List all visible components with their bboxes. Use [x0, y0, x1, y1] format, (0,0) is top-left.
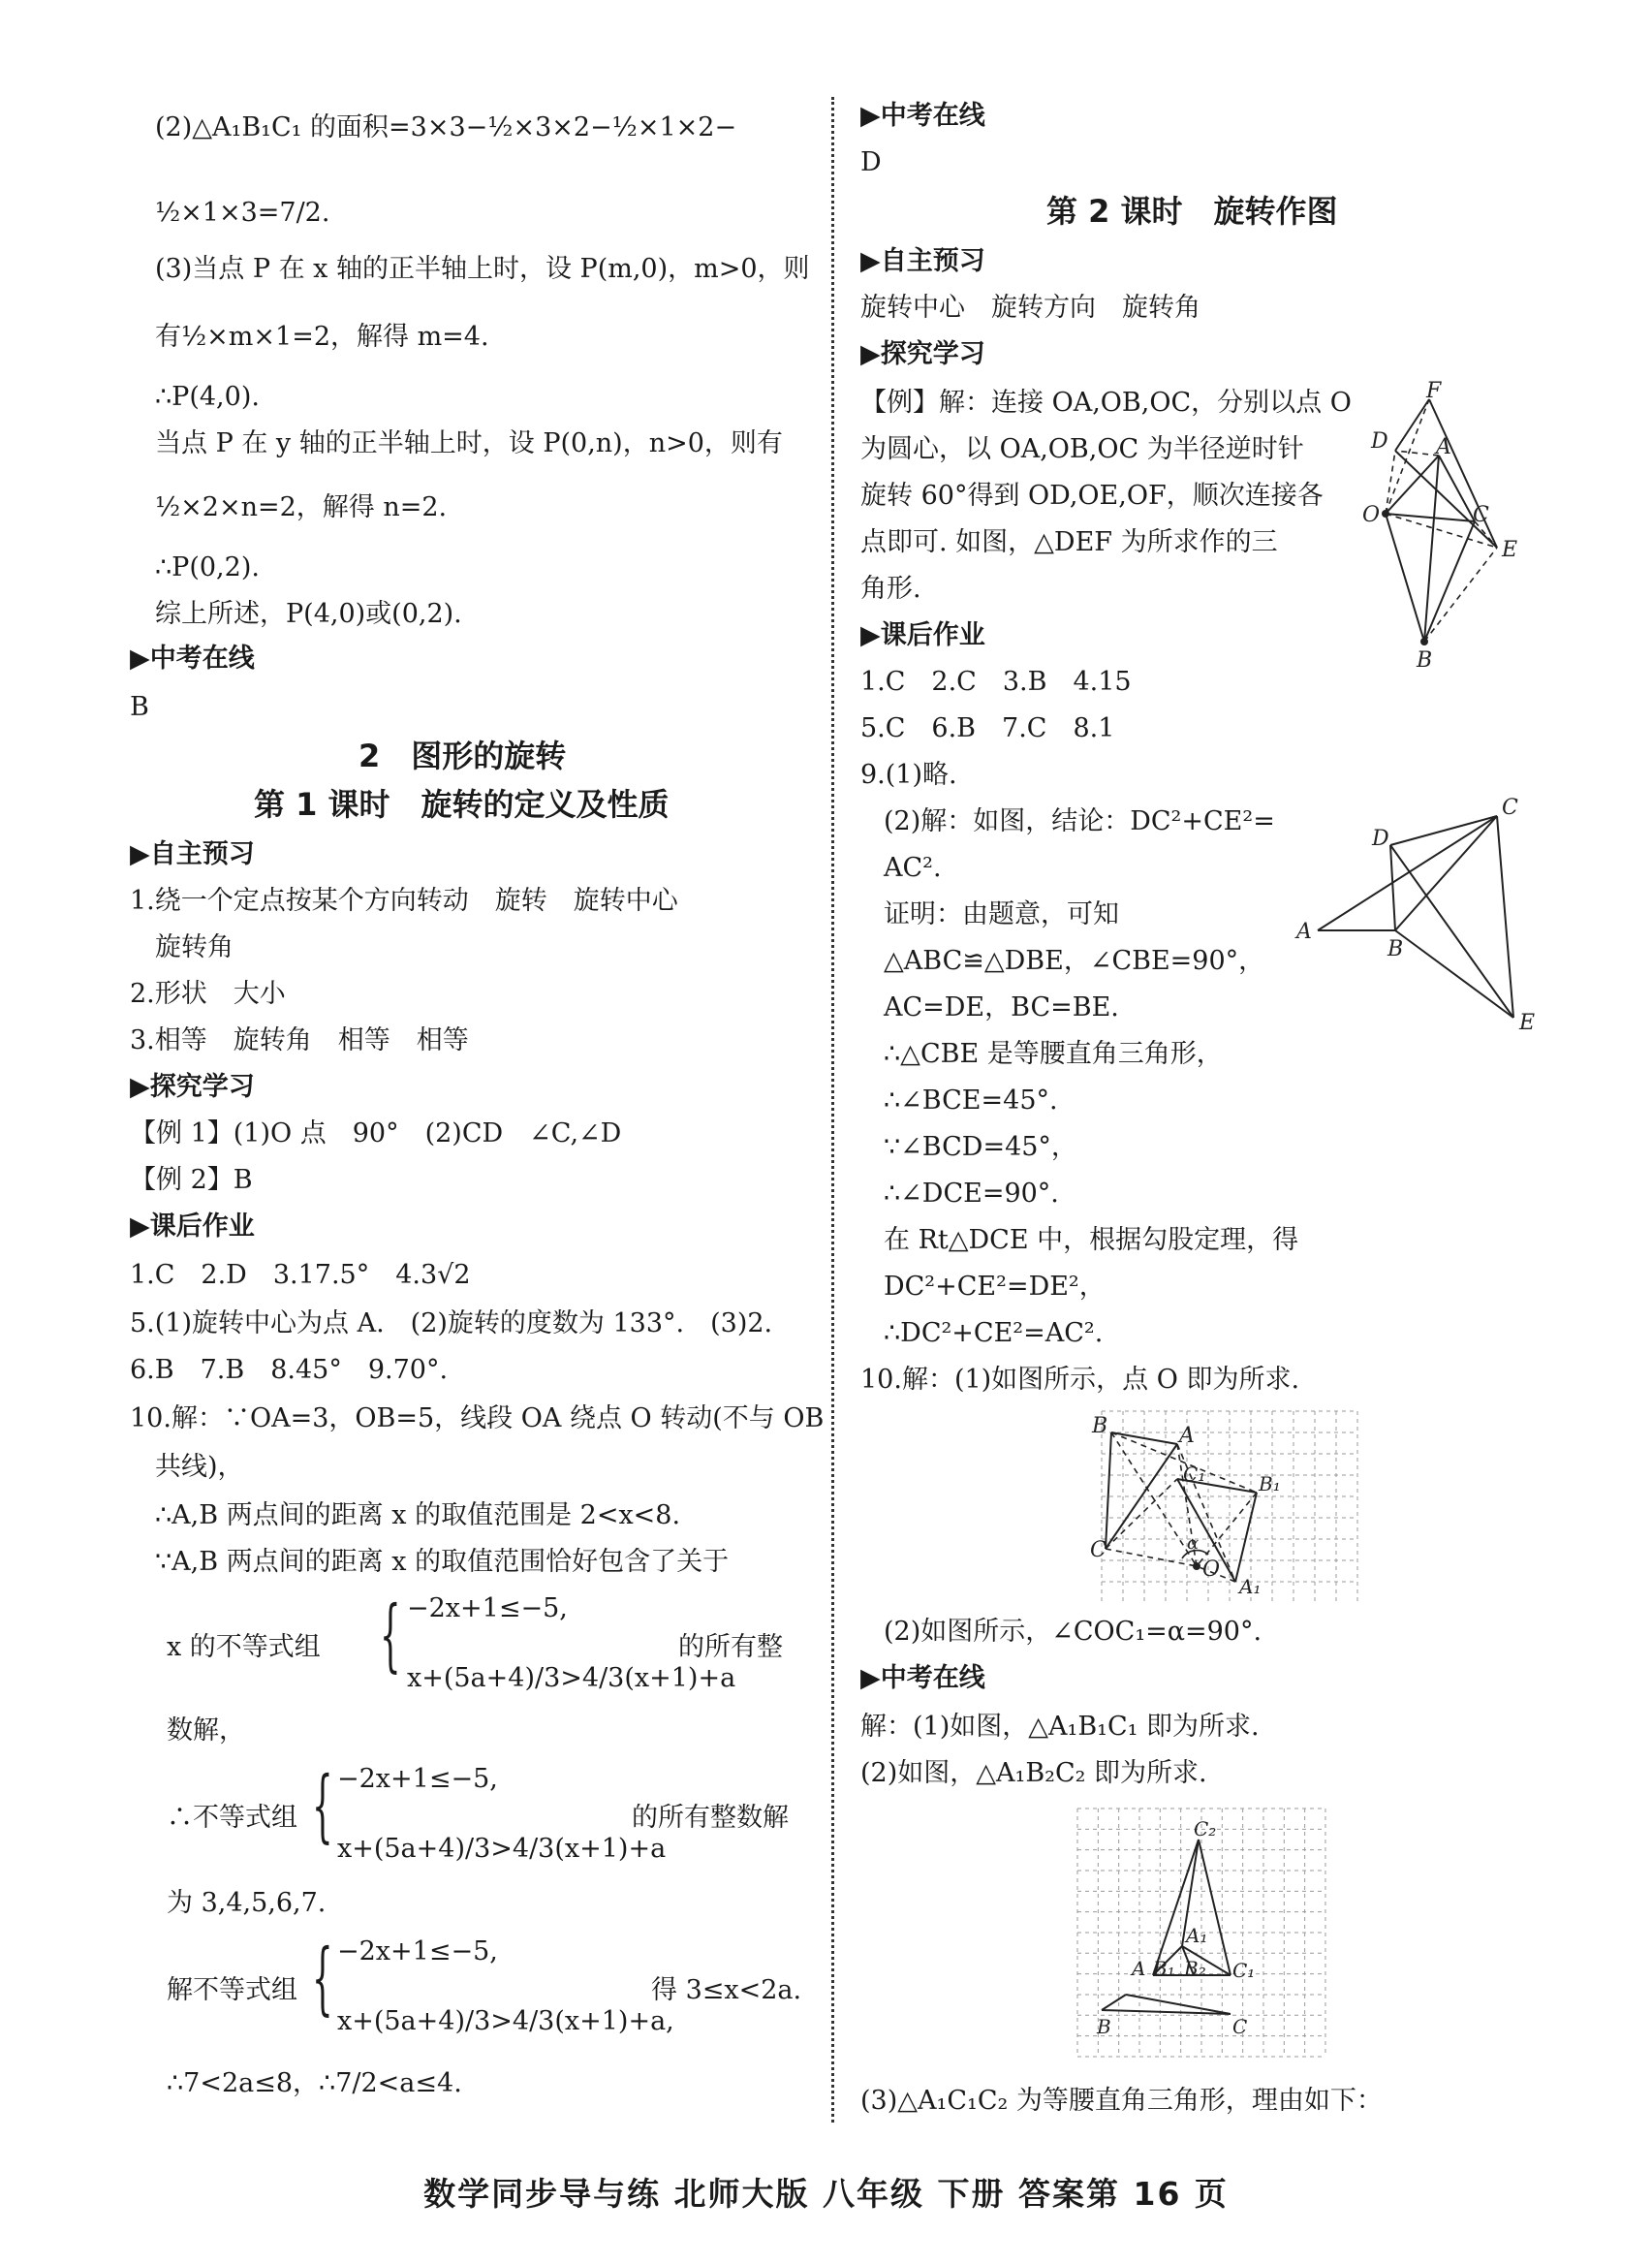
figure-right-triangle [1289, 795, 1618, 1047]
figure-grid-rotation [1090, 1403, 1400, 1607]
point-label: A [1179, 1424, 1195, 1448]
text-line: ∴不等式组 [167, 1803, 297, 1833]
text-line: 的所有整 [678, 1632, 783, 1662]
text-line: 有½×m×1=2，解得 m=4. [155, 322, 489, 352]
text-line: 9.(1)略. [860, 760, 957, 790]
text-line: 数解， [167, 1715, 245, 1746]
brace-symbol: { [380, 1589, 401, 1683]
text-line: ∴DC²+CE²=AC². [884, 1318, 1104, 1348]
point-label: D [1372, 827, 1389, 851]
answer-text: D [860, 147, 882, 177]
text-line: ∴A,B 两点间的距离 x 的取值范围是 2<x<8. [155, 1500, 681, 1530]
text-line: 解：(1)如图，△A₁B₁C₁ 即为所求. [860, 1712, 1260, 1742]
brace-symbol: { [312, 1933, 333, 2026]
text-line: 2.形状 大小 [130, 979, 286, 1009]
point-label: B [1417, 648, 1433, 673]
point-label: A₁ [1186, 1924, 1208, 1947]
figure-rotation-def [1327, 378, 1637, 678]
text-line: 为 3,4,5,6,7. [167, 1888, 327, 1918]
text-line: 1.绕一个定点按某个方向转动 旋转 旋转中心 [130, 886, 678, 916]
text-line: (3)△A₁C₁C₂ 为等腰直角三角形，理由如下： [860, 2086, 1383, 2116]
text-line: 证明：由题意，可知 [884, 899, 1119, 929]
text-line: 的所有整数解 [632, 1803, 789, 1833]
text-line: 当点 P 在 y 轴的正半轴上时，设 P(0,n)，n>0，则有 [155, 428, 783, 458]
section-heading: ▶探究学习 [860, 339, 985, 369]
point-label: B₂ [1184, 1957, 1206, 1980]
point-label: O [1362, 503, 1381, 527]
text-line: 1.C 2.D 3.17.5° 4.3√2 [130, 1260, 471, 1290]
section-heading: ▶自主预习 [860, 246, 985, 276]
point-label: B₁ [1259, 1472, 1281, 1495]
point-label: C₁ [1232, 1959, 1256, 1982]
text-line: (3)当点 P 在 x 轴的正半轴上时，设 P(m,0)，m>0，则 [155, 254, 810, 284]
text-line: 5.C 6.B 7.C 8.1 [860, 713, 1115, 743]
point-label: O [1202, 1557, 1221, 1582]
answer-text: B [130, 692, 149, 722]
text-line: 为圆心，以 OA,OB,OC 为半径逆时针 [860, 434, 1304, 464]
text-line: ∴7<2a≤8，∴7/2<a≤4. [167, 2068, 462, 2098]
text-line: AC=DE，BC=BE. [884, 992, 1119, 1022]
point-label: E [1519, 1011, 1536, 1035]
column-divider [831, 97, 834, 2123]
angle-label: α [1187, 1533, 1200, 1554]
section-title: 2 图形的旋转 [358, 738, 567, 774]
text-line: 得 3≤x<2a. [651, 1975, 802, 2005]
text-line: (2)解：如图，结论：DC²+CE²= [884, 806, 1275, 836]
text-line: 1.C 2.C 3.B 4.15 [860, 667, 1132, 697]
text-line: ∵A,B 两点间的距离 x 的取值范围恰好包含了关于 [155, 1547, 730, 1577]
point-label: A₁ [1239, 1575, 1262, 1598]
text-line: ∴∠DCE=90°. [884, 1179, 1059, 1209]
figure-grid-triangles [1068, 1801, 1339, 2062]
text-line: ∴∠BCE=45°. [884, 1085, 1058, 1116]
point-label: B [1092, 1414, 1108, 1438]
text-line: ∴△CBE 是等腰直角三角形， [884, 1039, 1223, 1069]
inequality-line: −2x+1≤−5, [337, 1764, 498, 1794]
text-line: ∵∠BCD=45°， [884, 1132, 1077, 1162]
text-line: 综上所述，P(4,0)或(0,2). [155, 599, 462, 629]
inequality-line: x+(5a+4)/3>4/3(x+1)+a [337, 1834, 667, 1864]
text-line: 旋转中心 旋转方向 旋转角 [860, 293, 1200, 323]
text-line: 5.(1)旋转中心为点 A. (2)旋转的度数为 133°. (3)2. [130, 1308, 773, 1338]
text-line: (2)如图，△A₁B₂C₂ 即为所求. [860, 1758, 1207, 1788]
text-line: DC²+CE²=DE²， [884, 1272, 1106, 1302]
point-label: B [1387, 937, 1404, 961]
point-label: E [1502, 538, 1518, 562]
text-line: ½×1×3=7/2. [155, 198, 330, 228]
inequality-line: −2x+1≤−5, [337, 1936, 498, 1966]
point-label: A [1436, 435, 1451, 459]
point-label: A [1296, 920, 1312, 944]
text-line: AC². [884, 853, 942, 883]
text-line: 共线)， [155, 1452, 244, 1482]
section-heading: ▶课后作业 [860, 620, 985, 650]
section-heading: ▶课后作业 [130, 1211, 255, 1242]
section-heading: ▶中考在线 [860, 101, 985, 131]
section-heading: ▶中考在线 [130, 644, 255, 674]
point-label: C [1473, 503, 1489, 527]
page-footer: 数学同步导与练 北师大版 八年级 下册 答案第 16 页 [423, 2175, 1229, 2213]
text-line: 旋转 60°得到 OD,OE,OF，顺次连接各 [860, 481, 1324, 511]
text-line: 点即可. 如图，△DEF 为所求作的三 [860, 527, 1278, 557]
point-label: C₁ [1183, 1463, 1206, 1486]
text-line: 在 Rt△DCE 中，根据勾股定理，得 [884, 1225, 1299, 1255]
inequality-line: x+(5a+4)/3>4/3(x+1)+a, [337, 2006, 674, 2036]
text-line: x 的不等式组 [167, 1632, 321, 1662]
text-line: 【例】解：连接 OA,OB,OC，分别以点 O [860, 388, 1352, 418]
point-label: C [1502, 796, 1518, 820]
text-line: (2)△A₁B₁C₁ 的面积=3×3−½×3×2−½×1×2− [155, 112, 737, 142]
brace-symbol: { [312, 1760, 333, 1853]
lesson-title: 第 2 课时 旋转作图 [1046, 193, 1338, 230]
point-label: F [1426, 379, 1442, 403]
text-line: 角形. [860, 574, 921, 604]
lesson-title: 第 1 课时 旋转的定义及性质 [254, 786, 670, 823]
inequality-line: x+(5a+4)/3>4/3(x+1)+a [407, 1663, 736, 1693]
inequality-line: −2x+1≤−5, [407, 1593, 568, 1623]
point-label: C₂ [1194, 1817, 1217, 1840]
section-heading: ▶中考在线 [860, 1663, 985, 1693]
text-line: △ABC≌△DBE，∠CBE=90°， [884, 946, 1265, 976]
text-line: 旋转角 [155, 932, 234, 962]
text-line: 【例 1】(1)O 点 90° (2)CD ∠C,∠D [130, 1118, 622, 1148]
text-line: 10.解：(1)如图所示，点 O 即为所求. [860, 1365, 1300, 1395]
text-line: 解不等式组 [167, 1975, 297, 2005]
point-label: B₁ [1153, 1957, 1175, 1980]
text-line: ½×2×n=2，解得 n=2. [155, 492, 448, 522]
point-label: B [1097, 2015, 1111, 2038]
text-line: (2)如图所示，∠COC₁=α=90°. [884, 1617, 1262, 1647]
point-label: C [1232, 2015, 1248, 2038]
point-label: D [1371, 429, 1388, 454]
text-line: 【例 2】B [130, 1165, 253, 1195]
text-line: ∴P(0,2). [155, 552, 260, 582]
point-label: C [1090, 1538, 1107, 1562]
section-heading: ▶自主预习 [130, 839, 255, 869]
section-heading: ▶探究学习 [130, 1072, 255, 1102]
text-line: 10.解：∵OA=3，OB=5，线段 OA 绕点 O 转动(不与 OB [130, 1403, 825, 1433]
point-label: A [1132, 1957, 1146, 1980]
text-line: 6.B 7.B 8.45° 9.70°. [130, 1355, 449, 1385]
text-line: 3.相等 旋转角 相等 相等 [130, 1025, 469, 1055]
text-line: ∴P(4,0). [155, 382, 260, 412]
